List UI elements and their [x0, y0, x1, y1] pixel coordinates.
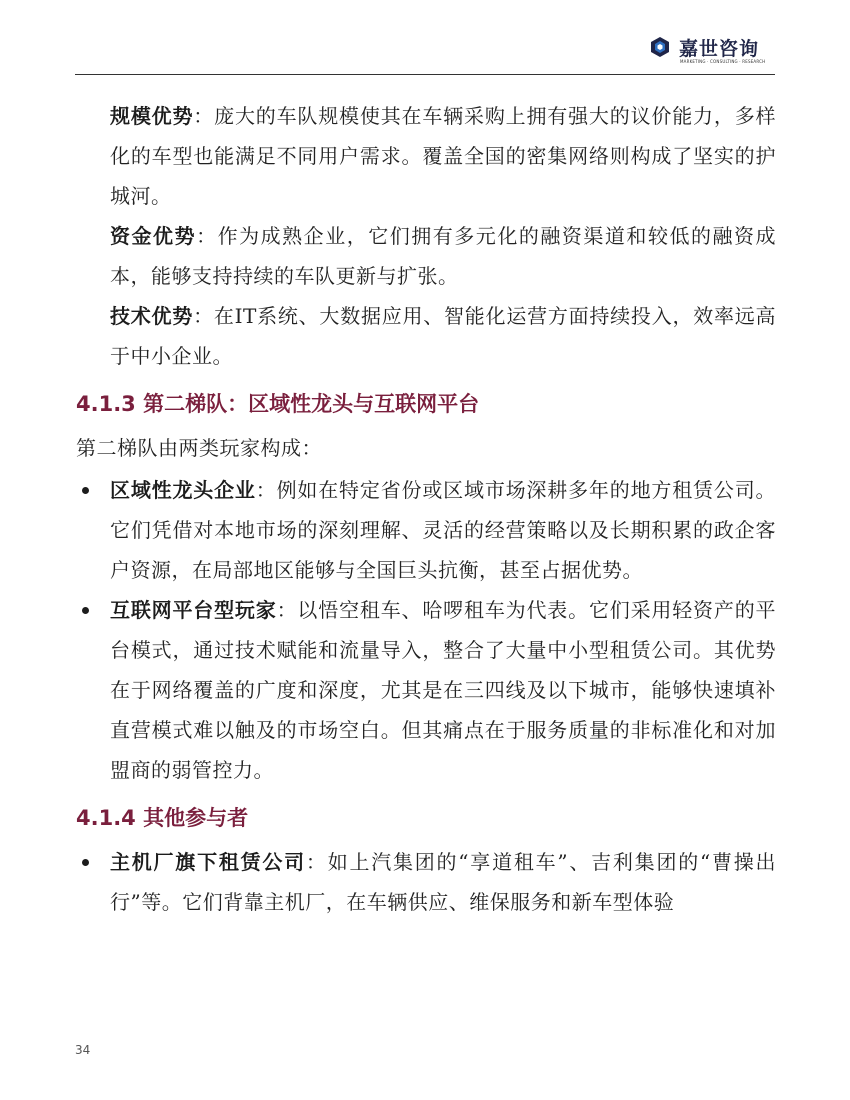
page-number: 34 — [75, 1043, 91, 1057]
brand-logo — [649, 32, 773, 70]
bullet-text: 例如在特定省份或区域市场深耕多年的地方租赁公司。它们凭借对本地市场的深刻理解、灵活的经营策略以及长期积累的政企客户资源，在局部地区能够与全国巨头抗衡，甚至占据优势。 — [110, 478, 777, 582]
tech-advantage-text: 在IT系统、大数据应用、智能化运营方面持续投入，效率远高于中小企业。 — [110, 304, 777, 368]
bullet-icon — [82, 607, 89, 614]
scale-advantage-term: 规模优势 — [110, 104, 194, 128]
list-item — [76, 590, 776, 790]
tech-advantage-term: 技术优势 — [110, 304, 194, 328]
separator: ： — [193, 104, 215, 128]
capital-advantage-term: 资金优势 — [110, 224, 197, 248]
list-item — [76, 470, 776, 590]
bullet-text: 以悟空租车、哈啰租车为代表。它们采用轻资产的平台模式，通过技术赋能和流量导入，整合了大量中小型租赁公司。其优势在于网络覆盖的广度和深度，尤其是在三四线及以下城市，能够快速填补直营模式难以触及的市场空白。但其痛点在于服务质量的非标准化和对加盟商的弱管控力。 — [110, 598, 777, 782]
second-tier-list — [76, 470, 776, 790]
bullet-term: 区域性龙头企业 — [110, 478, 256, 502]
scale-advantage-paragraph — [76, 96, 776, 216]
page-header — [75, 28, 775, 75]
list-item — [76, 842, 776, 922]
scale-advantage-text: 庞大的车队规模使其在车辆采购上拥有强大的议价能力，多样化的车型也能满足不同用户需求。覆盖全国的密集网络则构成了坚实的护城河。 — [110, 104, 777, 208]
capital-advantage-paragraph — [76, 216, 776, 296]
tech-advantage-paragraph — [76, 296, 776, 376]
section-intro: 第二梯队由两类玩家构成： — [76, 436, 322, 460]
separator: ： — [276, 598, 298, 622]
section-heading-4-1-3: 4.1.3 第二梯队：区域性龙头与互联网平台 — [76, 392, 480, 416]
bullet-term: 主机厂旗下租赁公司 — [110, 850, 306, 874]
bullet-icon — [82, 487, 89, 494]
brand-logo-icon — [649, 36, 671, 58]
capital-advantage-text: 作为成熟企业，它们拥有多元化的融资渠道和较低的融资成本，能够支持持续的车队更新与扩张。 — [110, 224, 777, 288]
bullet-term: 互联网平台型玩家 — [110, 598, 277, 622]
separator: ： — [255, 478, 277, 502]
separator: ： — [305, 850, 328, 874]
bullet-text: 如上汽集团的“享道租车”、吉利集团的“曹操出行”等。它们背靠主机厂，在车辆供应、维保服务和新车型体验 — [110, 850, 777, 914]
brand-subtitle: MARKETING · CONSULTING · RESEARCH — [680, 59, 766, 64]
bullet-icon — [82, 859, 89, 866]
document-body — [76, 96, 776, 922]
separator: ： — [196, 224, 218, 248]
other-participants-list — [76, 842, 776, 922]
brand-name: 嘉世咨询 — [679, 38, 760, 60]
separator: ： — [193, 304, 214, 328]
section-heading-4-1-4: 4.1.4 其他参与者 — [76, 806, 249, 830]
